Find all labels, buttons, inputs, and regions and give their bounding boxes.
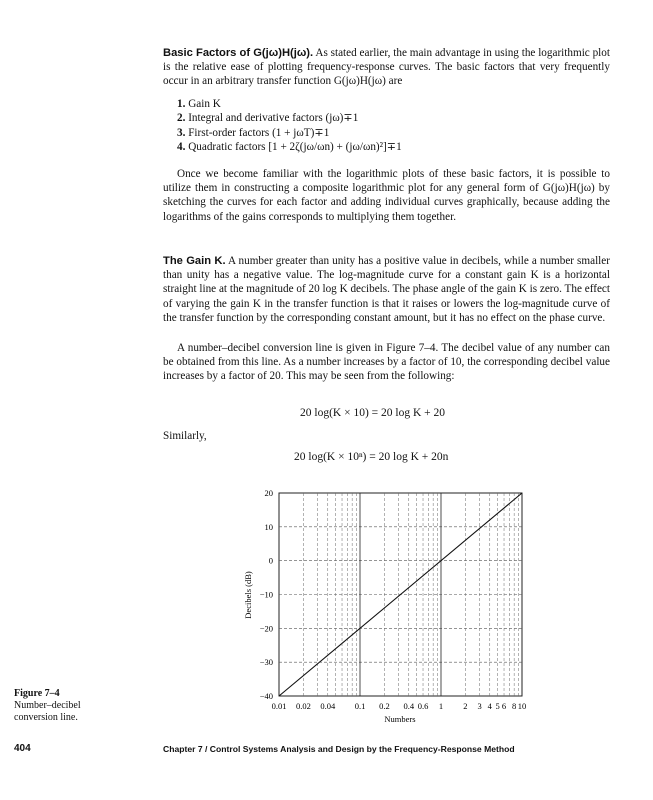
x-tick-label: 0.02 bbox=[295, 701, 311, 711]
basic-factors-heading: Basic Factors of G(jω)H(jω). bbox=[163, 47, 314, 59]
x-tick-label: 8 bbox=[512, 701, 517, 711]
x-axis-label: Numbers bbox=[384, 714, 416, 724]
basic-factors-paragraph bbox=[163, 46, 610, 89]
conversion-line bbox=[279, 493, 522, 696]
running-head: Chapter 7 / Control Systems Analysis and Design by the Frequency-Response Method bbox=[163, 744, 515, 754]
gain-paragraph bbox=[163, 254, 610, 325]
y-tick-label: −40 bbox=[259, 691, 273, 701]
composite-paragraph: Once we become familiar with the logarithmic plots of these basic factors, it is possible to utilize them in constructing a composite logarithmic plot for any general form of G(jω)H(jω) by sketching the curves for each factor and adding individual curves graphically, because adding the logarithms of the gains corresponds to multiplying them together. bbox=[163, 168, 610, 223]
x-tick-label: 0.01 bbox=[271, 701, 287, 711]
plot-frame bbox=[279, 493, 522, 696]
x-tick-label: 0.4 bbox=[403, 701, 415, 711]
y-tick-label: 20 bbox=[264, 488, 273, 498]
equation-2: 20 log(K × 10ⁿ) = 20 log K + 20n bbox=[294, 451, 449, 463]
list-item: 4. Quadratic factors [1 + 2ζ(jω/ωn) + (jω/ωn)²]∓1 bbox=[177, 141, 402, 154]
x-tick-label: 0.04 bbox=[320, 701, 336, 711]
y-tick-label: −30 bbox=[259, 657, 273, 668]
figure-label: Figure 7–4 bbox=[14, 688, 60, 699]
similarly-text: Similarly, bbox=[163, 430, 207, 442]
caption-line-2: conversion line. bbox=[14, 712, 78, 723]
figure-caption bbox=[14, 688, 81, 724]
y-tick-label: −10 bbox=[259, 589, 273, 600]
y-tick-label: 10 bbox=[264, 521, 273, 532]
caption-line-1: Number–decibel bbox=[14, 700, 81, 711]
y-tick-label: −20 bbox=[259, 623, 273, 634]
list-item: 3. First-order factors (1 + jωT)∓1 bbox=[177, 126, 330, 139]
x-tick-label: 5 bbox=[495, 701, 500, 711]
conversion-paragraph: A number–decibel conversion line is given in Figure 7–4. The decibel value of any number can be obtained from this line. As a number increases by a factor of 10, the corresponding decibel value increases by a factor of 20. This may be seen from the following: bbox=[163, 342, 610, 383]
list-item: 1. Gain K bbox=[177, 98, 221, 110]
page-number: 404 bbox=[14, 743, 31, 754]
list-item: 2. Integral and derivative factors (jω)∓1 bbox=[177, 112, 359, 125]
factor-list bbox=[177, 97, 402, 155]
x-tick-label: 0.6 bbox=[417, 701, 429, 711]
x-tick-label: 6 bbox=[501, 701, 507, 711]
x-tick-label: 3 bbox=[477, 701, 482, 711]
x-tick-label: 0.2 bbox=[379, 701, 390, 711]
y-tick-label: 0 bbox=[268, 555, 273, 566]
gain-heading: The Gain K. bbox=[163, 255, 226, 267]
x-tick-label: 10 bbox=[517, 701, 527, 711]
gain-text: A number greater than unity has a positive value in decibels, while a number smaller than unity has a negative value. The log-magnitude curve for a constant gain K is a horizontal straight line at the magnitude of 20 log K decibels. The phase angle of the gain K is zero. The effect of varying the gain K in the transfer function is that it raises or lowers the log-magnitude curve of the transfer function by the corresponding constant amount, but it has no effect on the phase curve. bbox=[163, 255, 610, 324]
x-tick-label: 4 bbox=[487, 701, 492, 711]
x-tick-label: 2 bbox=[463, 701, 468, 711]
x-tick-label: 0.1 bbox=[354, 701, 366, 711]
y-axis-label: Decibels (dB) bbox=[243, 571, 253, 619]
equation-1: 20 log(K × 10) = 20 log K + 20 bbox=[300, 407, 445, 419]
x-tick-label: 1 bbox=[438, 701, 444, 711]
basic-factors-text: As stated earlier, the main advantage in using the logarithmic plot is the relative ease of plotting frequency-response curves. The basic factors that very frequently occur in an arbitrary transfer function G(jω)H(jω) are bbox=[163, 47, 610, 88]
